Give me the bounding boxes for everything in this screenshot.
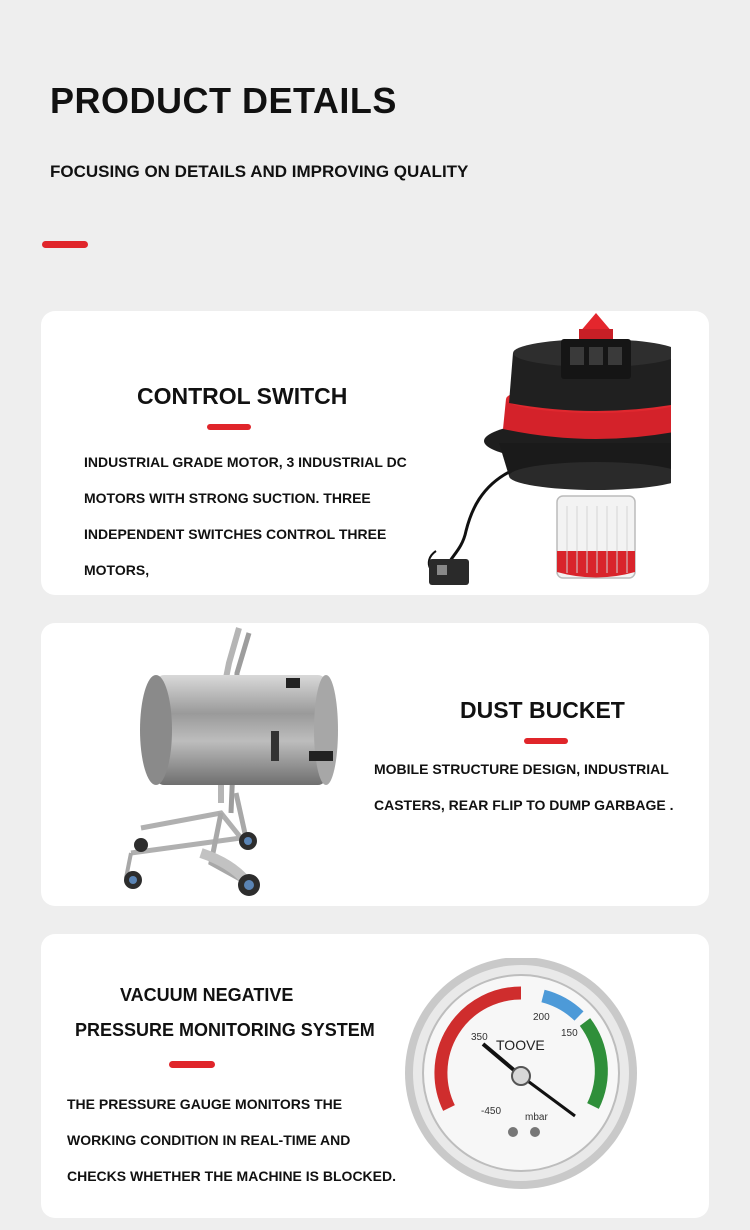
card-dust-bucket [41,623,709,906]
card-text-line: CHECKS WHETHER THE MACHINE IS BLOCKED. [67,1168,397,1184]
gauge-label: 200 [533,1012,550,1023]
card-text-line: MOBILE STRUCTURE DESIGN, INDUSTRIAL [374,761,669,777]
card-title: CONTROL SWITCH [137,383,348,409]
card-title: DUST BUCKET [460,697,625,723]
page-subtitle: FOCUSING ON DETAILS AND IMPROVING QUALITY [50,162,469,181]
card-text-line: MOTORS WITH STRONG SUCTION. THREE [84,490,371,506]
card-accent-bar [207,424,251,430]
header-accent-bar [42,241,88,248]
gauge-label: 350 [471,1032,488,1043]
card-pressure-monitoring [41,934,709,1218]
card-text-line: CASTERS, REAR FLIP TO DUMP GARBAGE . [374,797,674,813]
card-title-line: VACUUM NEGATIVE [120,985,294,1005]
card-accent-bar [524,738,568,744]
card-text-line: INDEPENDENT SWITCHES CONTROL THREE [84,526,387,542]
gauge-label: 150 [561,1028,578,1039]
card-accent-bar [169,1061,215,1068]
gauge-unit: mbar [525,1112,548,1123]
card-title-line: PRESSURE MONITORING SYSTEM [75,1020,375,1040]
pressure-gauge-image [401,958,641,1198]
card-text-line: THE PRESSURE GAUGE MONITORS THE [67,1096,343,1112]
card-control-switch [41,311,709,595]
card-text-line: INDUSTRIAL GRADE MOTOR, 3 INDUSTRIAL DC [84,454,407,470]
page-title: PRODUCT DETAILS [50,80,397,121]
gauge-label: -450 [481,1106,502,1117]
gauge-brand: TOOVE [496,1037,545,1053]
card-text-line: MOTORS, [84,562,150,578]
dust-bucket-trolley-image [71,623,341,903]
vacuum-motor-head-image [421,311,671,595]
card-text-line: WORKING CONDITION IN REAL-TIME AND [67,1132,351,1148]
